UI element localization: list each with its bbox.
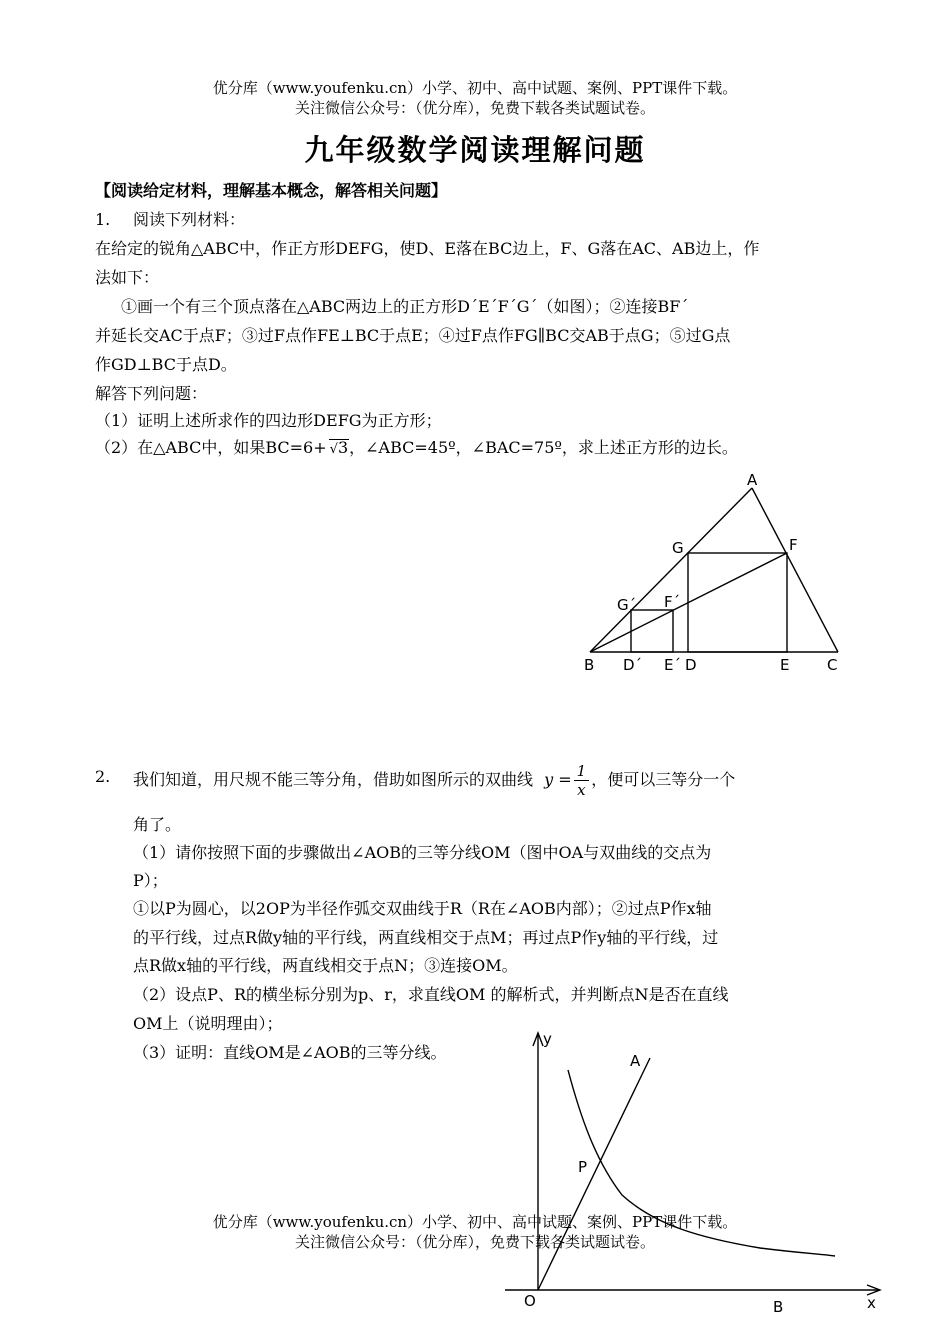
label-o: O [524, 1292, 536, 1310]
q2-line2: 角了。 [133, 815, 182, 834]
q2-s1-line5: 点R做x轴的平行线，两直线相交于点N；③连接OM。 [133, 956, 518, 975]
hyperbola-figure [495, 1025, 895, 1342]
q2-line1-pre: 我们知道，用尺规不能三等分角，借助如图所示的双曲线 [133, 770, 534, 789]
label-a2: A [630, 1052, 641, 1070]
sqrt-expression: √3 [329, 438, 349, 457]
q2-number: 2. [95, 767, 111, 786]
triangle-squares-figure [575, 468, 850, 678]
side-ab [590, 488, 752, 652]
label-g: G [672, 539, 684, 557]
q2-s1-line3: ①以P为圆心，以2OP为半径作弧交双曲线于R（R在∠AOB内部）；②过点P作x轴 [133, 899, 712, 918]
q1-p1-line1: 在给定的锐角△ABC中，作正方形DEFG，使D、E落在BC边上，F、G落在AC、AB边上，作 [95, 239, 760, 258]
formula-denominator: x [577, 781, 586, 799]
label-b: B [584, 656, 595, 674]
square-small [631, 610, 673, 652]
q2-line1 [133, 762, 735, 799]
q1-sub1: （1）证明上述所求作的四边形DEFG为正方形； [95, 411, 442, 430]
label-x: x [867, 1294, 876, 1312]
header-line-2: 关注微信公众号：（优分库），免费下载各类试题试卷。 [294, 99, 655, 117]
label-d1: D´ [623, 656, 643, 674]
q1-sub2 [95, 433, 738, 462]
label-d: D [685, 656, 697, 674]
q2-s2-line2: OM上（说明理由）； [133, 1014, 283, 1033]
q1-number: 1. [95, 210, 111, 229]
ray-oa [538, 1058, 650, 1290]
q1-p2-line2: 并延长交AC于点F；③过F点作FE⊥BC于点E；④过F点作FG∥BC交AB于点G；⑤过G点 [95, 326, 731, 345]
q2-s3: （3）证明：直线OM是∠AOB的三等分线。 [133, 1043, 447, 1062]
side-ac [752, 488, 838, 652]
label-y: y [543, 1030, 552, 1048]
q1-p2-line1: ①画一个有三个顶点落在△ABC两边上的正方形D´E´F´G´（如图）；②连接BF´ [121, 297, 689, 316]
q1-p1-line2: 法如下： [95, 268, 160, 287]
q2-s2-line1: （2）设点P、R的横坐标分别为p、r，求直线OM 的解析式，并判断点N是否在直线 [133, 985, 729, 1004]
label-e1: E´ [664, 656, 681, 674]
label-p: P [578, 1158, 588, 1176]
header-line-1: 优分库（www.youfenku.cn）小学、初中、高中试题、案例、PPT课件下载。 [212, 79, 738, 97]
q1-answer-intro: 解答下列问题： [95, 384, 208, 403]
q2-line1-post: ，便可以三等分一个 [591, 770, 736, 789]
label-a: A [747, 471, 758, 489]
footer-line-2: 关注微信公众号：（优分库），免费下载各类试题试卷。 [294, 1233, 655, 1251]
q1-sub2-pre: （2）在△ABC中，如果BC=6+ [95, 438, 327, 457]
formula-fraction [574, 762, 590, 799]
q2-s1-line1: （1）请你按照下面的步骤做出∠AOB的三等分线OM（图中OA与双曲线的交点为 [133, 843, 712, 862]
square-defg [688, 553, 787, 652]
label-c: C [827, 656, 838, 674]
formula-numerator: 1 [574, 762, 590, 781]
sqrt-value: 3 [337, 438, 349, 457]
page-title: 九年级数学阅读理解问题 [304, 133, 646, 167]
formula-lhs: y = [544, 770, 572, 789]
label-f: F [789, 536, 798, 554]
label-g1: G´ [617, 596, 637, 614]
label-b2: B [773, 1298, 784, 1316]
q1-p2-line3: 作GD⊥BC于点D。 [95, 355, 237, 374]
q1-intro: 阅读下列材料： [133, 210, 246, 229]
footer-line-1: 优分库（www.youfenku.cn）小学、初中、高中试题、案例、PPT课件下载。 [212, 1213, 738, 1231]
q2-s1-line2: P）； [133, 871, 168, 890]
q1-sub2-post: ，∠ABC=45º，∠BAC=75º，求上述正方形的边长。 [349, 438, 738, 457]
label-e: E [780, 656, 790, 674]
label-f1: F´ [664, 593, 681, 611]
section-heading: 【阅读给定材料，理解基本概念，解答相关问题】 [95, 181, 448, 200]
q2-s1-line4: 的平行线，过点R做y轴的平行线，两直线相交于点M；再过点P作y轴的平行线，过 [133, 928, 719, 947]
